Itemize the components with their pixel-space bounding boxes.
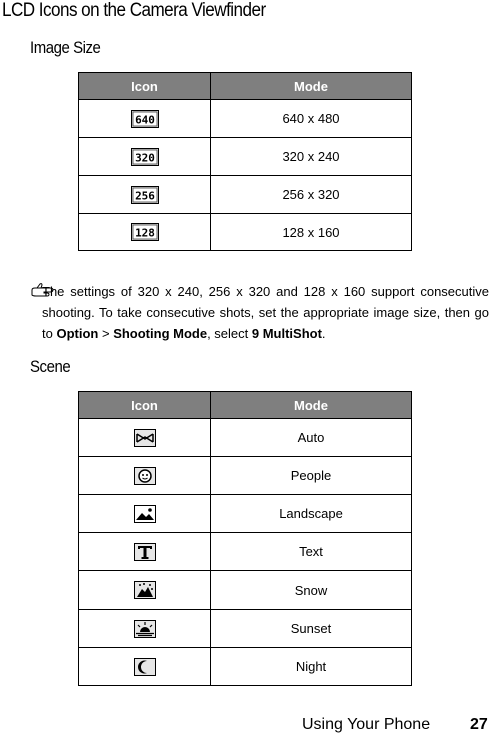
mode-cell: Sunset bbox=[211, 610, 412, 648]
landscape-scene-icon bbox=[134, 505, 156, 523]
note-text-select: , select bbox=[207, 326, 252, 341]
page-heading: LCD Icons on the Camera Viewfinder bbox=[2, 0, 266, 21]
128-size-icon bbox=[131, 223, 159, 241]
table-row bbox=[79, 138, 412, 176]
image-size-table bbox=[78, 72, 412, 251]
mode-cell: Night bbox=[211, 648, 412, 686]
icon-column-header: Icon bbox=[79, 73, 211, 100]
mode-cell: 128 x 160 bbox=[211, 214, 412, 251]
320-size-icon bbox=[131, 148, 159, 166]
icon-column-header: Icon bbox=[79, 392, 211, 419]
table-row bbox=[79, 214, 412, 251]
sunset-scene-icon bbox=[134, 620, 156, 638]
option-menu-ref: Option bbox=[56, 326, 99, 341]
scene-table bbox=[78, 391, 412, 686]
mode-column-header: Mode bbox=[211, 392, 412, 419]
mode-cell: 320 x 240 bbox=[211, 138, 412, 176]
page-number: 27 bbox=[470, 716, 488, 733]
svg-text:640: 640 bbox=[134, 113, 155, 126]
table-row bbox=[79, 100, 412, 138]
256-size-icon bbox=[131, 186, 159, 204]
multishot-ref: 9 MultiShot bbox=[251, 326, 322, 341]
svg-text:320: 320 bbox=[134, 151, 155, 164]
footer-section-name: Using Your Phone bbox=[302, 716, 431, 733]
note-text-main: The settings of 320 x 240, 256 x 320 and 128 x 160 support consecutive shooting. To take consecutive shots, set the appropriate image size, then go to bbox=[42, 284, 489, 341]
table-row bbox=[79, 495, 412, 533]
640-size-icon bbox=[131, 110, 159, 128]
svg-text:128: 128 bbox=[134, 226, 155, 240]
table-row bbox=[79, 176, 412, 214]
mode-cell: Auto bbox=[211, 419, 412, 457]
mode-cell: 640 x 480 bbox=[211, 100, 412, 138]
mode-cell: Landscape bbox=[211, 495, 412, 533]
menu-separator: > bbox=[98, 326, 114, 341]
table-header-row bbox=[79, 73, 412, 100]
night-scene-icon bbox=[134, 658, 156, 676]
scene-heading: Scene bbox=[30, 357, 71, 376]
auto-scene-icon bbox=[134, 429, 156, 447]
svg-text:256: 256 bbox=[134, 189, 155, 202]
snow-scene-icon bbox=[134, 581, 156, 599]
mode-cell: Snow bbox=[211, 571, 412, 610]
mode-cell: 256 x 320 bbox=[211, 176, 412, 214]
text-scene-icon bbox=[134, 543, 156, 561]
table-row bbox=[79, 419, 412, 457]
table-row bbox=[79, 648, 412, 686]
people-scene-icon bbox=[134, 467, 156, 485]
table-row bbox=[79, 533, 412, 571]
note-text bbox=[42, 284, 489, 341]
pointing-hand-icon bbox=[30, 283, 64, 299]
shooting-note bbox=[32, 281, 489, 344]
table-row bbox=[79, 571, 412, 610]
note-text-end: . bbox=[321, 326, 326, 341]
table-row bbox=[79, 457, 412, 495]
table-row bbox=[79, 610, 412, 648]
shooting-mode-ref: Shooting Mode bbox=[113, 326, 208, 341]
image-size-heading: Image Size bbox=[30, 38, 101, 57]
table-header-row bbox=[79, 392, 412, 419]
mode-column-header: Mode bbox=[211, 73, 412, 100]
mode-cell: Text bbox=[211, 533, 412, 571]
mode-cell: People bbox=[211, 457, 412, 495]
